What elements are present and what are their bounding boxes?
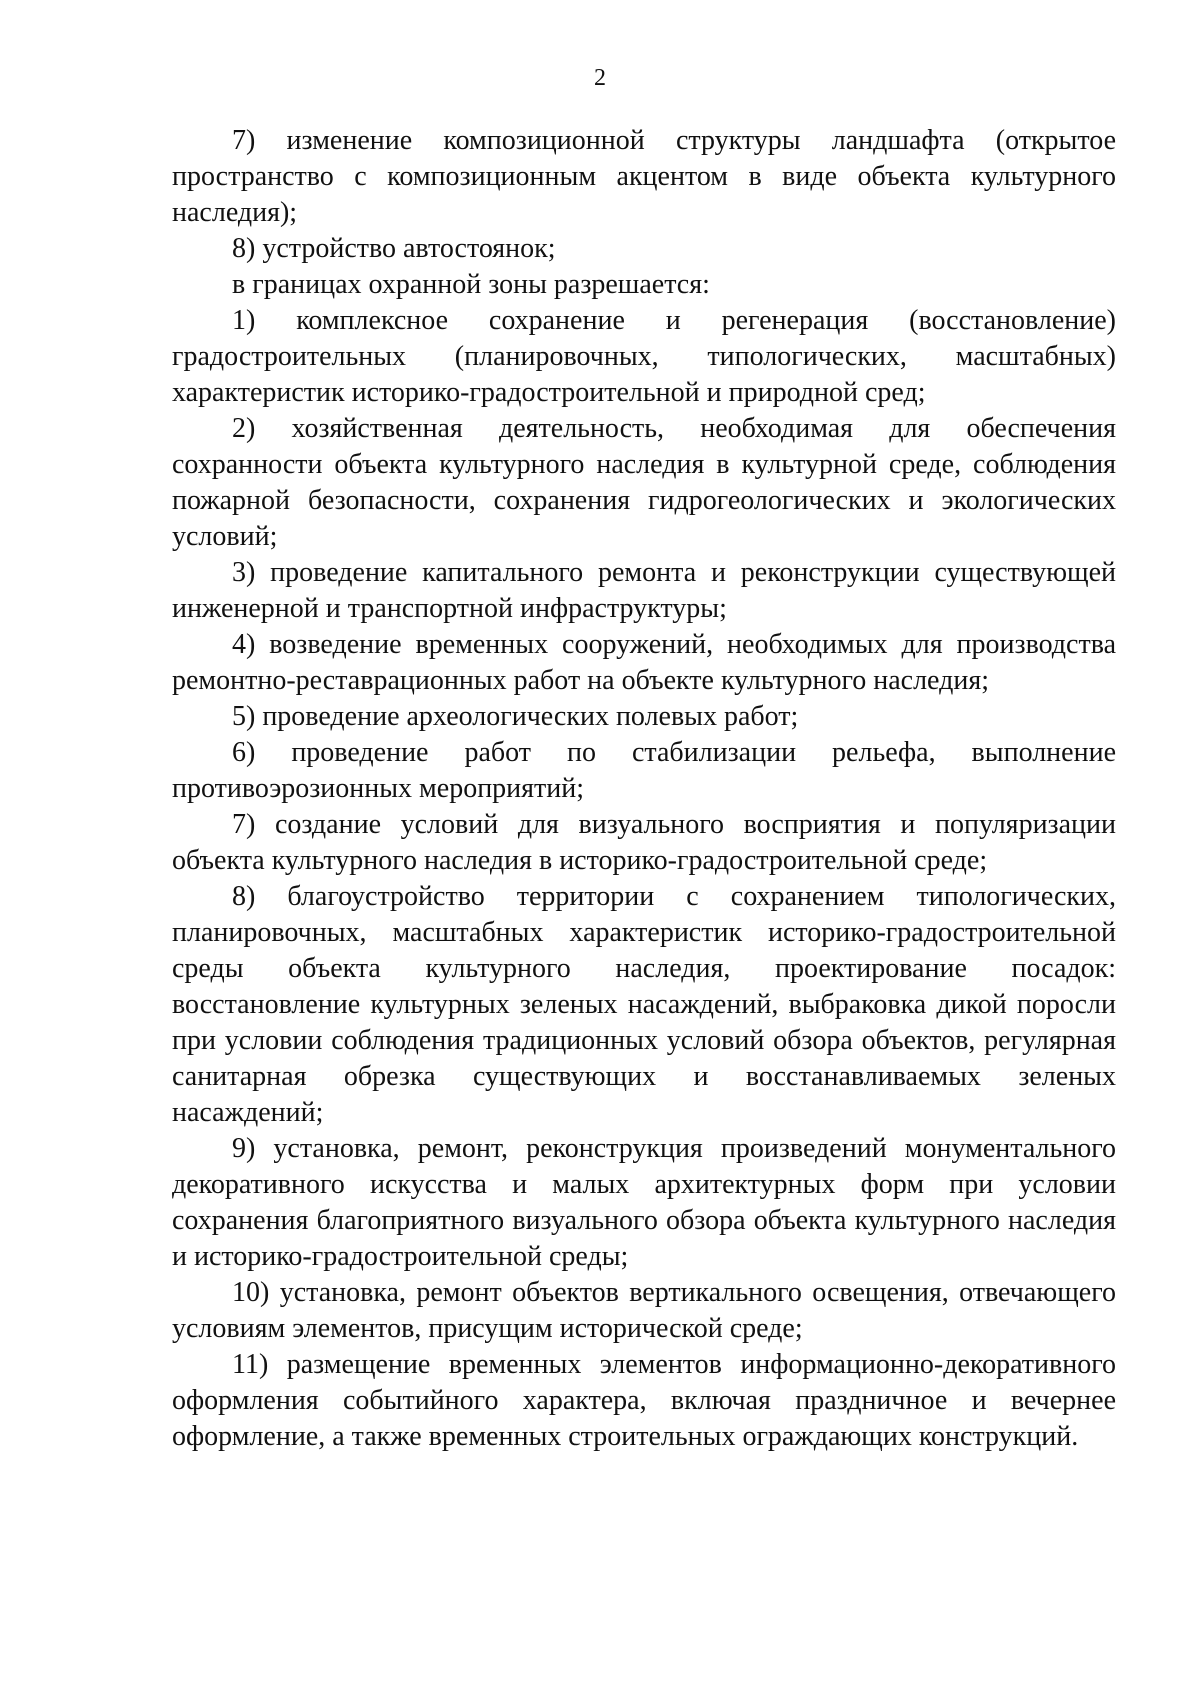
paragraph: 8) благоустройство территории с сохранением типологических, планировочных, масштабных характеристик историко-градостроительной среды объекта культурного наследия, проектирование посадок: восстановление культурных зеленых насаждений, выбраковка дикой поросли при условии соблюдения традиционных условий обзора объектов, регулярная санитарная обрезка существующих и восстанавливаемых зеленых насаждений; <box>172 881 1116 1128</box>
paragraph: 11) размещение временных элементов информационно-декоративного оформления событийного характера, включая праздничное и вечернее оформление, а также временных строительных ограждающих конструкций. <box>172 1349 1116 1452</box>
paragraph: 2) хозяйственная деятельность, необходимая для обеспечения сохранности объекта культурного наследия в культурной среде, соблюдения пожарной безопасности, сохранения гидрогеологических и экологических условий; <box>172 413 1116 552</box>
paragraph: 9) установка, ремонт, реконструкция произведений монументального декоративного искусства и малых архитектурных форм при условии сохранения благоприятного визуального обзора объекта культурного наследия и историко-градостроительной среды; <box>172 1133 1116 1272</box>
paragraph: в границах охранной зоны разрешается: <box>232 269 710 300</box>
paragraph: 10) установка, ремонт объектов вертикального освещения, отвечающего условиям элементов, присущим исторической среде; <box>172 1277 1116 1344</box>
paragraph: 8) устройство автостоянок; <box>232 233 556 264</box>
page-number: 2 <box>594 65 606 91</box>
paragraph: 7) создание условий для визуального восприятия и популяризации объекта культурного наследия в историко-градостроительной среде; <box>172 809 1116 876</box>
paragraph: 7) изменение композиционной структуры ландшафта (открытое пространство с композиционным акцентом в виде объекта культурного наследия); <box>172 125 1116 228</box>
document-body <box>172 123 1116 1455</box>
paragraph: 4) возведение временных сооружений, необходимых для производства ремонтно-реставрационных работ на объекте культурного наследия; <box>172 629 1116 696</box>
paragraph: 3) проведение капитального ремонта и реконструкции существующей инженерной и транспортной инфраструктуры; <box>172 557 1116 624</box>
paragraph: 1) комплексное сохранение и регенерация (восстановление) градостроительных (планировочных, типологических, масштабных) характеристик историко-градостроительной и природной сред; <box>172 305 1116 408</box>
paragraph: 5) проведение археологических полевых работ; <box>232 701 799 732</box>
paragraph: 6) проведение работ по стабилизации рельефа, выполнение противоэрозионных мероприятий; <box>172 737 1116 804</box>
